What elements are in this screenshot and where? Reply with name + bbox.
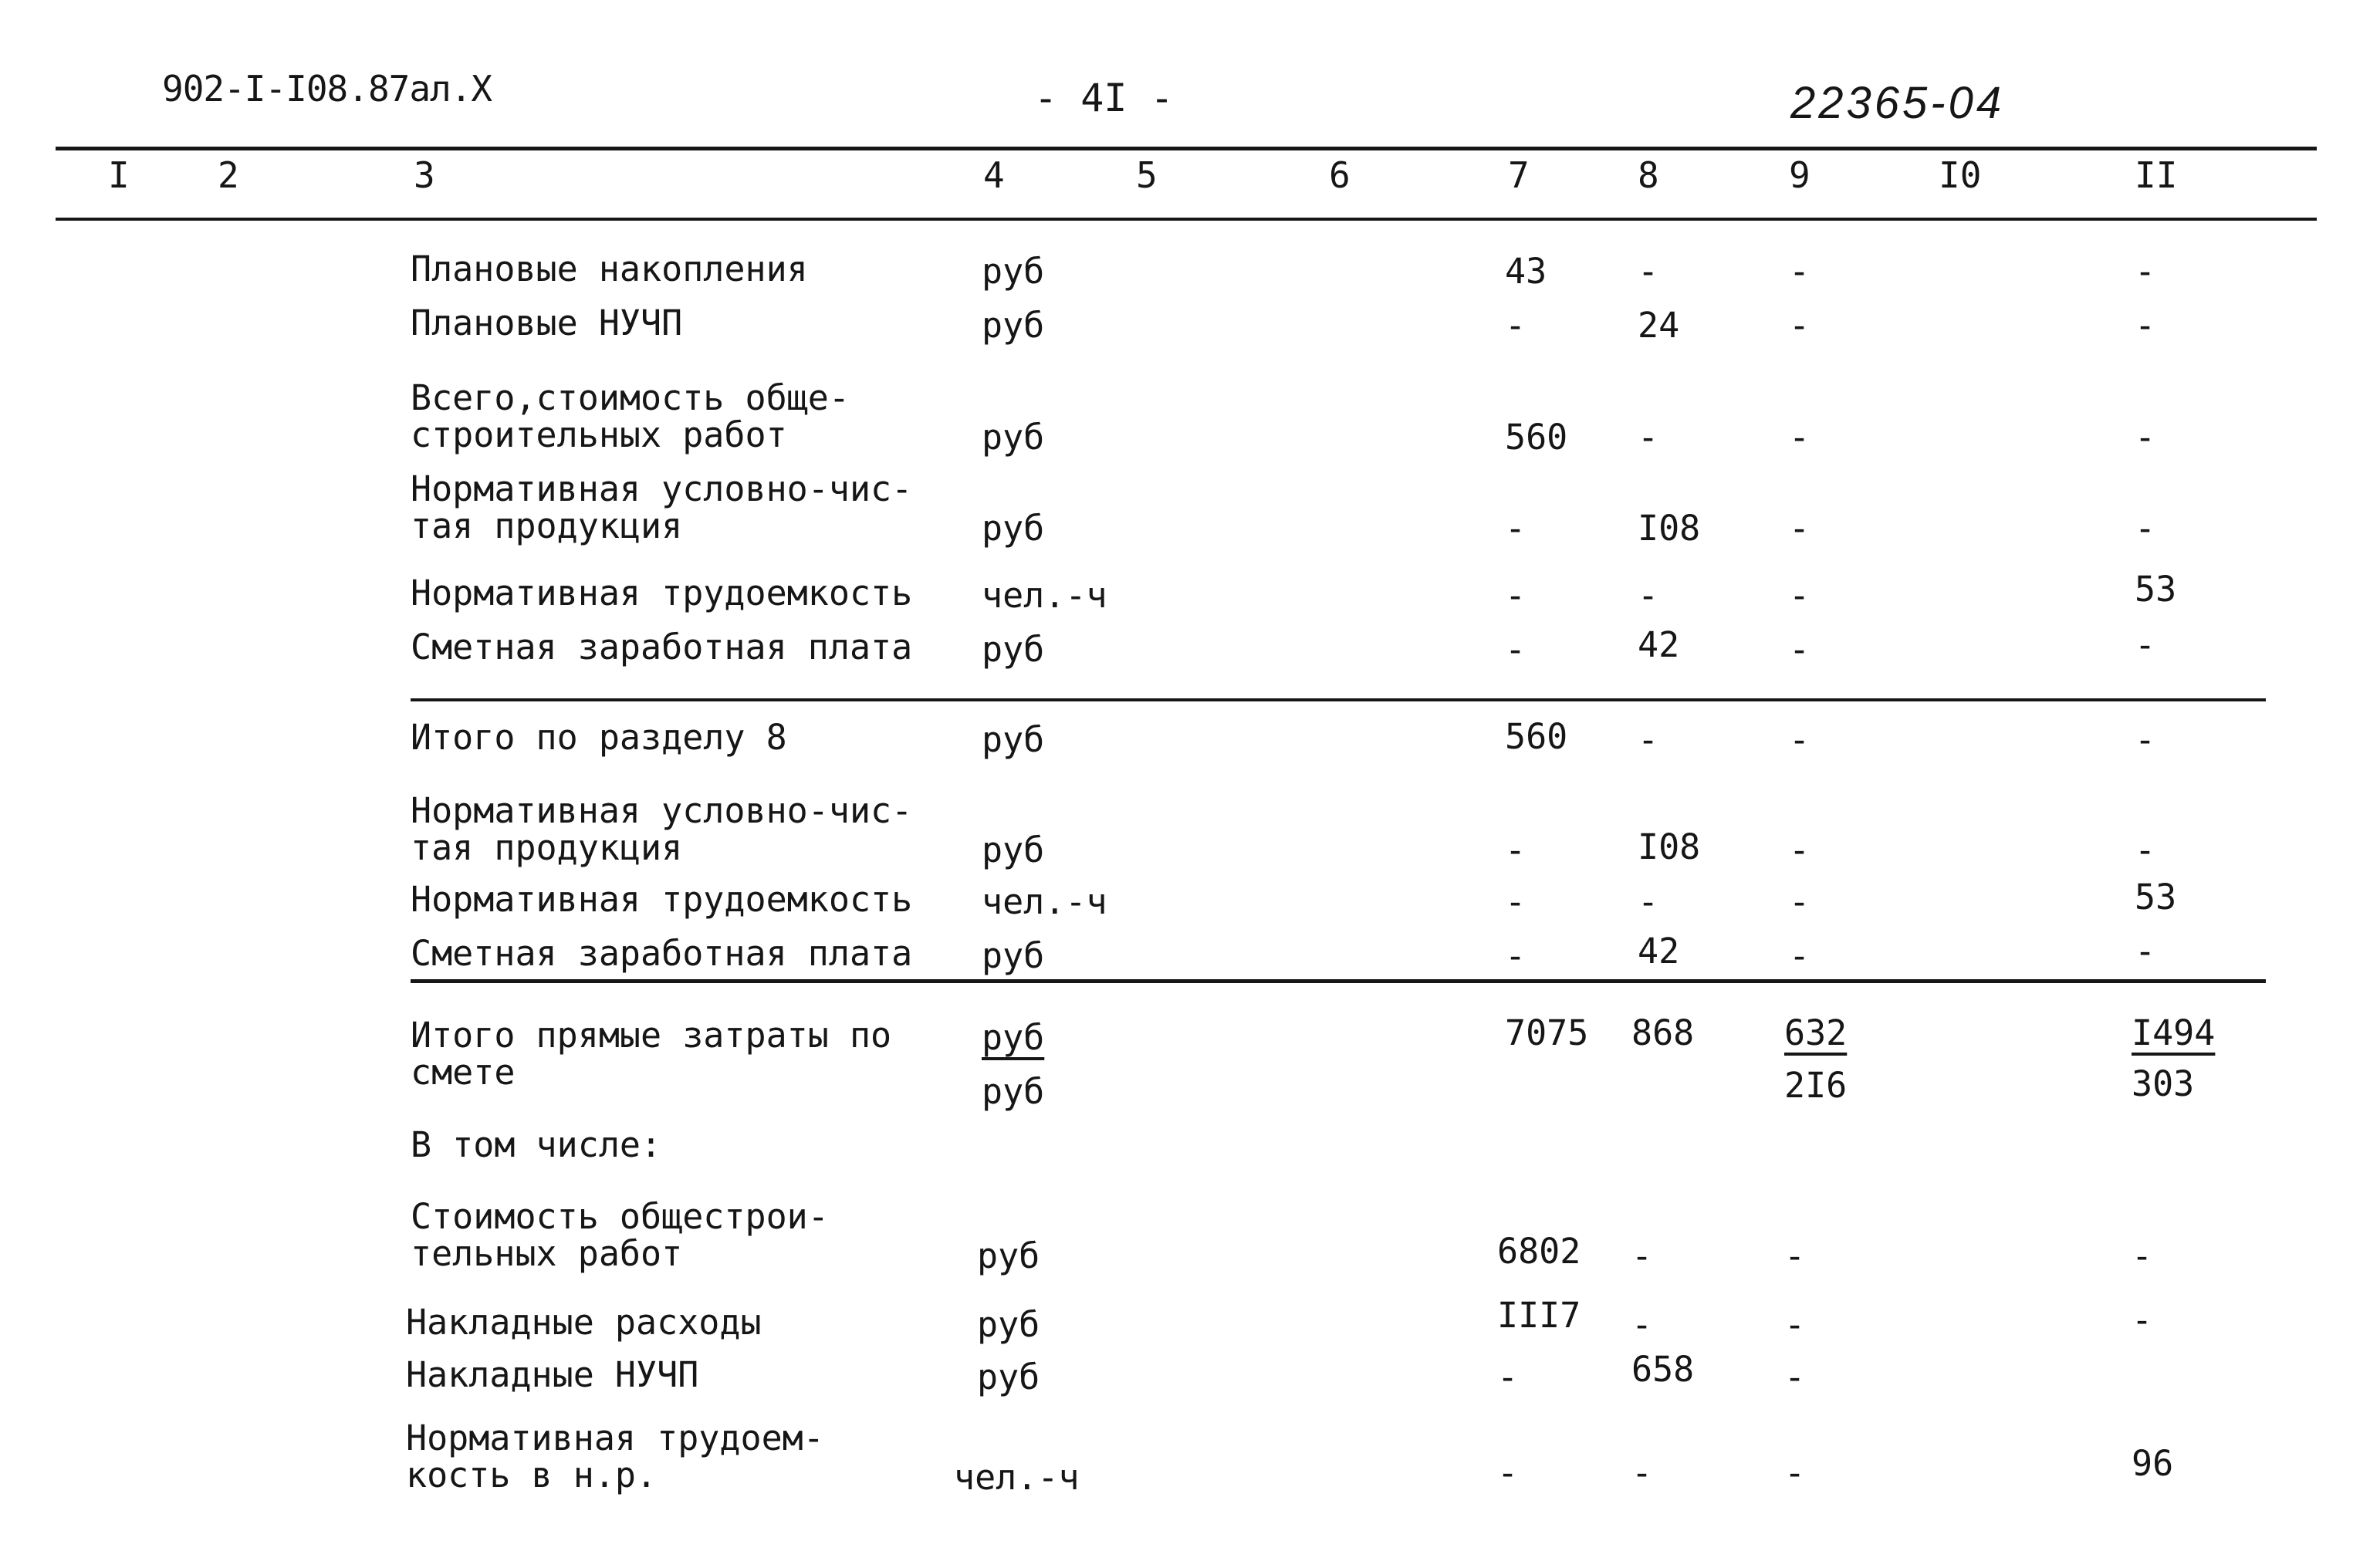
col8-cell: - xyxy=(1638,575,1659,616)
col11-cell: - xyxy=(2135,830,2156,870)
col7-cell: - xyxy=(1505,935,1526,976)
unit-cell: руб xyxy=(982,305,1045,346)
col7-cell: 560 xyxy=(1505,417,1568,458)
unit-cell-second: руб xyxy=(982,1071,1045,1112)
col9-cell: - xyxy=(1789,575,1810,616)
col9-cell-second: 2I6 xyxy=(1784,1065,1848,1106)
section-rule xyxy=(411,979,2266,983)
col7-cell: - xyxy=(1505,575,1526,616)
unit-cell: руб xyxy=(982,508,1045,549)
col8-cell: - xyxy=(1638,719,1659,760)
col7-cell: 6802 xyxy=(1497,1231,1581,1272)
col9-cell: - xyxy=(1789,629,1810,670)
col7-cell: - xyxy=(1497,1357,1519,1397)
col9-cell: - xyxy=(1784,1304,1806,1345)
col11-cell: - xyxy=(2135,931,2156,972)
col7-cell: 43 xyxy=(1505,251,1547,292)
unit-cell: руб xyxy=(982,935,1045,976)
row-description: Нормативная условно-чис- тая продукция xyxy=(411,468,913,546)
unit-cell: руб xyxy=(977,1235,1040,1276)
col9-cell: - xyxy=(1789,508,1810,549)
row-description: Сметная заработная плата xyxy=(411,627,913,667)
col8-cell: 42 xyxy=(1638,931,1680,972)
col11-cell: 96 xyxy=(2132,1443,2174,1484)
document-code: 902-I-I08.87ал.X xyxy=(162,68,492,110)
row-description: Всего,стоимость обще- строительных работ xyxy=(411,377,850,455)
column-number-row xyxy=(0,154,2370,208)
col7-cell: 560 xyxy=(1505,716,1568,757)
column-number: 4 xyxy=(983,154,1005,196)
row-description: Плановые НУЧП xyxy=(411,302,683,343)
col8-cell: - xyxy=(1631,1304,1653,1345)
row-description: Сметная заработная плата xyxy=(411,933,913,974)
col9-cell: 632 xyxy=(1784,1012,1848,1053)
col8-cell: 42 xyxy=(1638,624,1680,665)
column-number: 3 xyxy=(414,154,435,196)
col7-cell: - xyxy=(1505,830,1526,870)
col9-cell: - xyxy=(1784,1235,1806,1276)
col8-cell: I08 xyxy=(1638,508,1701,549)
col7-cell: - xyxy=(1505,881,1526,922)
section-rule xyxy=(411,698,2266,701)
col7-cell: - xyxy=(1505,629,1526,670)
row-description: Плановые накопления xyxy=(411,248,808,289)
unit-cell: руб xyxy=(982,1017,1045,1058)
row-description: Итого прямые затраты по смете xyxy=(411,1015,892,1093)
col11-cell: - xyxy=(2135,624,2156,665)
col9-cell: - xyxy=(1784,1452,1806,1493)
col11-cell-second: 303 xyxy=(2132,1063,2195,1104)
col8-cell: - xyxy=(1638,881,1659,922)
col9-cell: - xyxy=(1789,305,1810,346)
column-number: I xyxy=(108,154,130,196)
document-header xyxy=(0,0,2370,147)
unit-cell: руб xyxy=(982,830,1045,870)
col11-cell: 53 xyxy=(2135,877,2177,917)
column-number: 5 xyxy=(1136,154,1158,196)
row-description: Нормативная трудоемкость xyxy=(411,573,913,613)
col7-cell: - xyxy=(1505,305,1526,346)
page-number: - 4I - xyxy=(1034,76,1174,120)
row-description: В том числе: xyxy=(411,1124,662,1165)
row-description: Накладные расходы xyxy=(406,1302,762,1343)
column-number: 8 xyxy=(1638,154,1659,196)
row-description: Итого по разделу 8 xyxy=(411,717,787,758)
row-description: Нормативная трудоем- кость в н.р. xyxy=(406,1418,824,1495)
col9-cell: - xyxy=(1789,830,1810,870)
col8-cell: - xyxy=(1631,1235,1653,1276)
unit-cell: руб xyxy=(977,1304,1040,1345)
col9-cell: - xyxy=(1789,935,1810,976)
col9-cell: - xyxy=(1789,881,1810,922)
column-number: 2 xyxy=(218,154,239,196)
col8-cell: - xyxy=(1638,417,1659,458)
col8-cell: - xyxy=(1638,251,1659,292)
archive-number: 22365-04 xyxy=(1790,78,2005,128)
col11-cell: - xyxy=(2132,1299,2153,1340)
col11-cell: I494 xyxy=(2132,1012,2216,1053)
col7-cell: - xyxy=(1505,508,1526,549)
unit-cell: руб xyxy=(982,251,1045,292)
col11-cell: - xyxy=(2132,1235,2153,1276)
col8-cell: 658 xyxy=(1631,1349,1695,1390)
row-description: Стоимость общестрои- тельных работ xyxy=(411,1196,829,1274)
unit-cell: руб xyxy=(982,629,1045,670)
column-number: 6 xyxy=(1329,154,1351,196)
unit-cell: руб xyxy=(982,417,1045,458)
unit-cell: руб xyxy=(977,1357,1040,1397)
column-number: I0 xyxy=(1939,154,1982,196)
col11-cell: - xyxy=(2135,719,2156,760)
col11-cell: - xyxy=(2135,251,2156,292)
col7-cell: - xyxy=(1497,1452,1519,1493)
top-rule xyxy=(56,147,2317,150)
col8-cell: 24 xyxy=(1638,305,1680,346)
col11-cell: - xyxy=(2135,305,2156,346)
row-description: Нормативная трудоемкость xyxy=(411,879,913,920)
col8-cell: I08 xyxy=(1638,826,1701,867)
col8-cell: - xyxy=(1631,1452,1653,1493)
col9-cell: - xyxy=(1789,417,1810,458)
col9-cell: - xyxy=(1784,1357,1806,1397)
column-number: II xyxy=(2135,154,2178,196)
unit-cell: руб xyxy=(982,719,1045,760)
col11-cell: - xyxy=(2135,508,2156,549)
column-number: 7 xyxy=(1508,154,1530,196)
unit-cell: чел.-ч xyxy=(982,881,1107,922)
col7-cell: III7 xyxy=(1497,1295,1581,1336)
column-number: 9 xyxy=(1789,154,1810,196)
col9-cell: - xyxy=(1789,251,1810,292)
col9-cell: - xyxy=(1789,719,1810,760)
row-description: Накладные НУЧП xyxy=(406,1354,699,1395)
row-description: Нормативная условно-чис- тая продукция xyxy=(411,790,913,868)
col11-cell: 53 xyxy=(2135,569,2177,610)
unit-cell: чел.-ч xyxy=(982,575,1107,616)
unit-cell: чел.-ч xyxy=(954,1457,1080,1498)
header-bottom-rule xyxy=(56,218,2317,221)
col11-cell: - xyxy=(2135,417,2156,458)
col7-cell: 7075 xyxy=(1505,1012,1589,1053)
col8-cell: 868 xyxy=(1631,1012,1695,1053)
